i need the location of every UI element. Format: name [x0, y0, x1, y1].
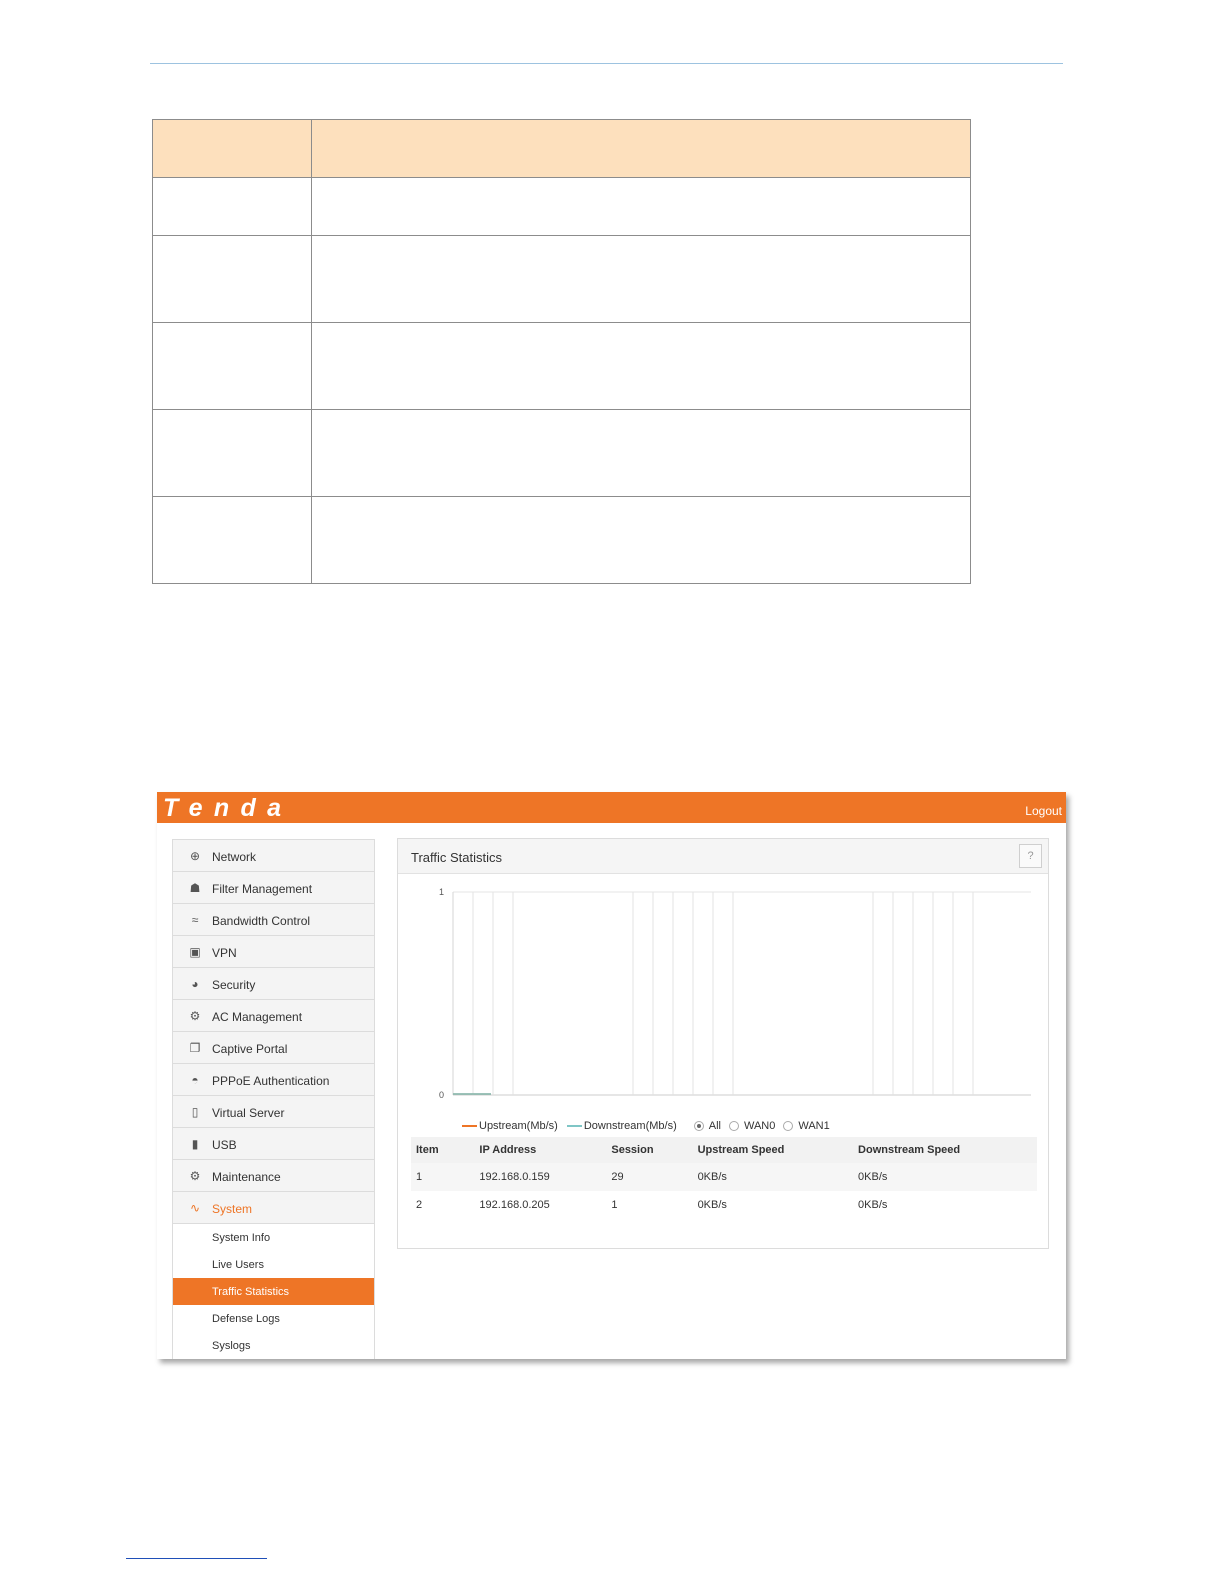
legend-swatch — [567, 1125, 582, 1127]
table-header-row — [411, 1137, 1037, 1163]
ac-gear-icon: ⚙ — [189, 1009, 201, 1023]
y-tick-label: 0 — [438, 1090, 444, 1100]
sidebar-item-label: AC Management — [212, 1010, 303, 1024]
submenu-item-label: System Info — [212, 1232, 271, 1244]
submenu-item-label: Defense Logs — [212, 1313, 280, 1325]
submenu-item-system-info[interactable] — [173, 1224, 374, 1251]
portal-icon: ❐ — [189, 1041, 201, 1055]
panel-header — [398, 839, 1048, 874]
server-icon: ▯ — [191, 1105, 199, 1119]
table-cell: 0KB/s — [693, 1163, 853, 1191]
sidebar-item-maintenance[interactable] — [173, 1160, 374, 1192]
submenu-item-label: Syslogs — [212, 1340, 251, 1352]
table-row — [411, 1163, 1037, 1191]
sidebar-item-virtual-server[interactable] — [173, 1096, 374, 1128]
sidebar-item-ac-management[interactable] — [173, 1000, 374, 1032]
column-header: Session — [606, 1137, 692, 1163]
table-row — [411, 1191, 1037, 1219]
y-tick-label: 1 — [438, 887, 444, 897]
system-submenu — [173, 1224, 374, 1359]
table-cell: 192.168.0.205 — [479, 1199, 550, 1211]
usb-icon: ▮ — [191, 1137, 199, 1151]
legend-swatch — [462, 1125, 477, 1127]
table-cell: 1 — [411, 1163, 474, 1191]
chart-legend — [462, 1120, 830, 1132]
column-header: Upstream Speed — [693, 1137, 853, 1163]
sidebar-item-label: Captive Portal — [212, 1042, 288, 1056]
submenu-item-label: Traffic Statistics — [212, 1286, 290, 1298]
sidebar-item-label: Network — [212, 850, 257, 864]
traffic-chart — [398, 877, 1048, 1101]
pulse-icon: ∿ — [189, 1201, 201, 1215]
legend-label: Downstream(Mb/s) — [583, 1120, 677, 1133]
column-header: Downstream Speed — [853, 1137, 1037, 1163]
table-cell: 0KB/s — [853, 1163, 1037, 1191]
help-button[interactable]: ? — [1019, 844, 1042, 868]
column-header: IP Address — [474, 1137, 606, 1163]
sidebar-item-label: Security — [212, 978, 256, 992]
table-cell: 1 — [611, 1199, 618, 1211]
vpn-monitor-icon: ▣ — [189, 945, 201, 959]
filter-radio-all[interactable] — [694, 1121, 704, 1131]
sidebar-item-pppoe-authentication[interactable] — [173, 1064, 374, 1096]
sidebar-item-usb[interactable] — [173, 1128, 374, 1160]
sidebar-item-label: System — [212, 1202, 253, 1216]
sidebar-item-network[interactable] — [173, 840, 374, 872]
filter-radio-label: All — [708, 1120, 721, 1133]
table-cell: 29 — [606, 1163, 692, 1191]
parameter-table — [152, 119, 971, 584]
screenshot — [157, 792, 1066, 1359]
sidebar-item-label: VPN — [212, 946, 237, 960]
globe-icon: ⊕ — [189, 849, 201, 863]
sidebar-item-vpn[interactable] — [173, 936, 374, 968]
shield-icon: ◕ — [191, 977, 199, 991]
sidebar — [172, 839, 375, 1359]
filter-radio-wan1[interactable] — [783, 1121, 793, 1131]
maintenance-icon: ⚙ — [189, 1169, 201, 1183]
footer-link-underline — [126, 1558, 267, 1559]
submenu-item-defense-logs[interactable] — [173, 1305, 374, 1332]
sidebar-item-label: Bandwidth Control — [212, 914, 311, 928]
filter-radio-label: WAN1 — [798, 1120, 830, 1133]
submenu-item-label: Live Users — [212, 1259, 264, 1271]
traffic-panel — [397, 838, 1049, 1249]
submenu-item-syslogs[interactable] — [173, 1332, 374, 1359]
table-cell: 192.168.0.159 — [474, 1163, 606, 1191]
sidebar-item-captive-portal[interactable] — [173, 1032, 374, 1064]
sidebar-item-label: PPPoE Authentication — [212, 1074, 330, 1088]
submenu-item-traffic-statistics[interactable] — [173, 1278, 374, 1305]
logout-link[interactable]: Logout — [1025, 804, 1062, 818]
sidebar-item-label: Virtual Server — [212, 1106, 285, 1120]
table-cell: 0KB/s — [858, 1199, 888, 1211]
sidebar-item-bandwidth-control[interactable] — [173, 904, 374, 936]
pppoe-icon: ◓ — [191, 1073, 199, 1087]
sidebar-item-label: Maintenance — [212, 1170, 281, 1184]
header-rule — [150, 63, 1063, 64]
live-users-table — [411, 1137, 1037, 1219]
table-cell: 2 — [416, 1199, 423, 1211]
sidebar-item-label: Filter Management — [212, 882, 313, 896]
svg-text:Tenda: Tenda — [163, 795, 281, 821]
sidebar-item-label: USB — [212, 1138, 237, 1152]
sidebar-item-security[interactable] — [173, 968, 374, 1000]
bandwidth-icon: ≈ — [191, 913, 199, 927]
panel-title: Traffic Statistics — [411, 850, 503, 865]
filter-radio-label: WAN0 — [743, 1120, 776, 1133]
user-filter-icon: ☗ — [189, 881, 201, 895]
sidebar-item-system[interactable] — [173, 1192, 374, 1224]
submenu-item-live-users[interactable] — [173, 1251, 374, 1278]
table-cell: 0KB/s — [697, 1199, 727, 1211]
sidebar-item-filter-management[interactable] — [173, 872, 374, 904]
legend-label: Upstream(Mb/s) — [479, 1120, 558, 1133]
column-header: Item — [411, 1137, 474, 1163]
top-bar — [157, 792, 1066, 823]
filter-radio-wan0[interactable] — [729, 1121, 739, 1131]
tenda-logo — [161, 795, 283, 821]
